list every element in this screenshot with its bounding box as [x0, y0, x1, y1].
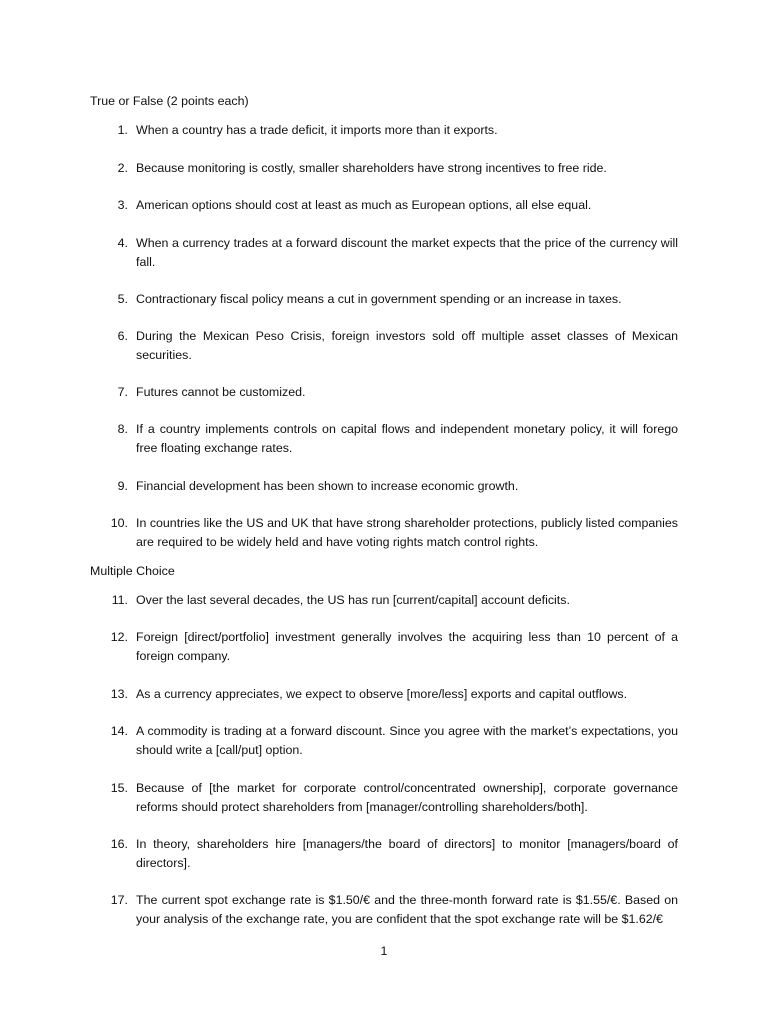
question-number: 8.	[117, 422, 128, 436]
question-number: 4.	[117, 236, 128, 250]
question-text: When a country has a trade deficit, it imports more than it exports.	[136, 123, 498, 137]
question-number: 17.	[110, 893, 128, 907]
question-number: 1.	[117, 123, 128, 137]
question-text: The current spot exchange rate is $1.50/€ and the three-month forward rate is $1.55/€. Based on your analysis of the exchange rate, you are confident that the spot exchange rate will be $1.62/€	[136, 893, 678, 926]
question-text: If a country implements controls on capital flows and independent monetary policy, it will forego free floating exchange rates.	[136, 422, 678, 455]
question-text: During the Mexican Peso Crisis, foreign investors sold off multiple asset classes of Mexican securities.	[136, 329, 678, 362]
page-number: 1	[380, 944, 388, 958]
question-number: 16.	[110, 837, 128, 851]
question-text: American options should cost at least as much as European options, all else equal.	[136, 198, 592, 212]
question-number: 6.	[117, 329, 128, 343]
question-text: Because monitoring is costly, smaller shareholders have strong incentives to free ride.	[136, 161, 607, 175]
true-false-heading: True or False (2 points each)	[90, 94, 249, 108]
question-number: 2.	[117, 161, 128, 175]
question-number: 15.	[110, 781, 128, 795]
question-number: 11.	[111, 593, 128, 607]
question-number: 3.	[117, 198, 128, 212]
question-text: In theory, shareholders hire [managers/the board of directors] to monitor [managers/board of directors].	[136, 837, 678, 870]
question-text: A commodity is trading at a forward discount. Since you agree with the market’s expectations, you should write a [call/put] option.	[136, 724, 678, 757]
question-text: As a currency appreciates, we expect to observe [more/less] exports and capital outflows.	[136, 687, 628, 701]
question-text: When a currency trades at a forward discount the market expects that the price of the currency will fall.	[136, 236, 678, 269]
question-text: Futures cannot be customized.	[136, 385, 306, 399]
question-number: 12.	[110, 630, 128, 644]
multiple-choice-heading: Multiple Choice	[90, 564, 175, 578]
question-number: 7.	[117, 385, 128, 399]
question-number: 9.	[117, 479, 128, 493]
question-text: Over the last several decades, the US has run [current/capital] account deficits.	[136, 593, 570, 607]
question-text: Because of [the market for corporate control/concentrated ownership], corporate governance reforms should protect shareholders from [manager/controlling shareholders/both].	[136, 781, 678, 814]
question-text: Financial development has been shown to increase economic growth.	[136, 479, 519, 493]
question-text: In countries like the US and UK that have strong shareholder protections, publicly listed companies are required to be widely held and have voting rights match control rights.	[136, 516, 678, 549]
question-number: 13.	[110, 687, 128, 701]
question-number: 14.	[110, 724, 128, 738]
question-text: Foreign [direct/portfolio] investment generally involves the acquiring less than 10 percent of a foreign company.	[136, 630, 678, 663]
question-number: 10.	[110, 516, 128, 530]
question-number: 5.	[117, 292, 128, 306]
question-text: Contractionary fiscal policy means a cut in government spending or an increase in taxes.	[136, 292, 622, 306]
